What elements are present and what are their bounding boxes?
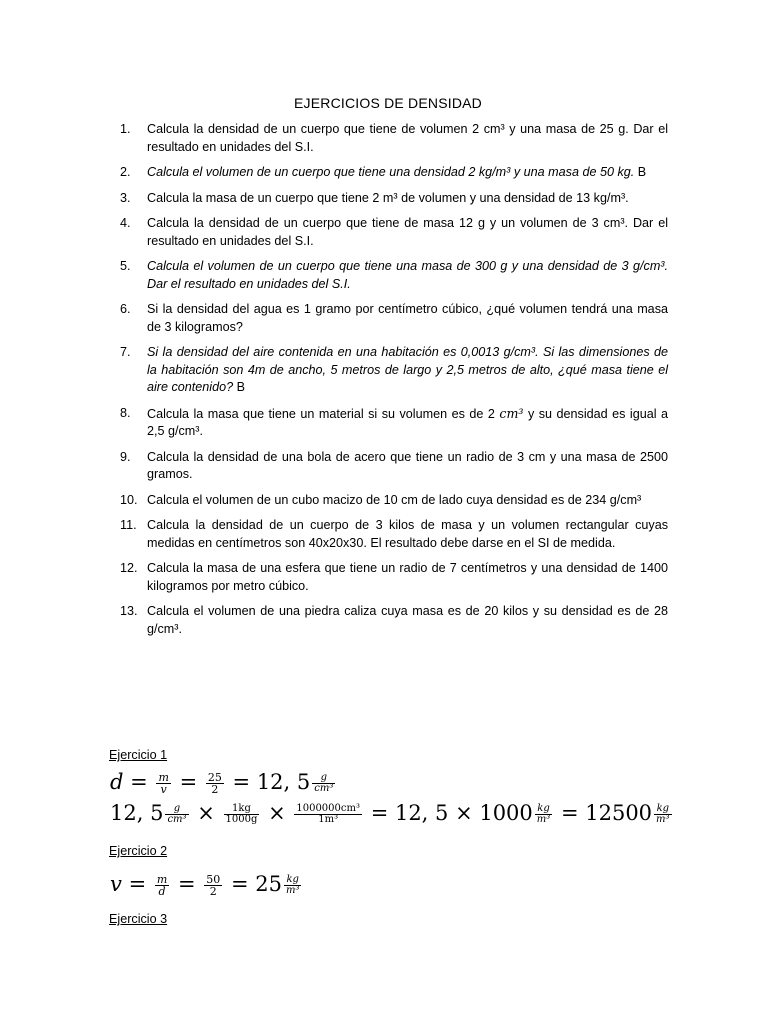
fraction-denominator: m³ — [656, 814, 670, 825]
exercise-text: Calcula la masa que tiene un material si su volumen es de 2 — [147, 406, 495, 421]
exercise-text: Calcula la masa de un cuerpo que tiene 2 m³ de volumen y una densidad de 13 kg/m³. — [147, 190, 629, 205]
fraction-denominator: d — [155, 885, 169, 897]
exercise-text: Calcula la densidad de un cuerpo que tiene de volumen 2 cm³ y una masa de 25 g. Dar el resultado en unidades del S.I. — [147, 122, 668, 154]
math-fraction — [156, 772, 170, 795]
math-unit — [165, 804, 188, 825]
fraction-denominator: v — [156, 783, 170, 795]
fraction-denominator: m³ — [285, 885, 300, 896]
exercise-number: 6. — [120, 302, 131, 316]
exercise-item — [120, 190, 668, 208]
math-fraction — [155, 874, 169, 897]
math-operator: × — [197, 801, 215, 825]
fraction-denominator: 2 — [204, 885, 222, 897]
exercise-list — [120, 121, 668, 646]
exercise-text: Calcula la densidad de un cuerpo que tiene de masa 12 g y un volumen de 3 cm³. Dar el resultado en unidades del S.I. — [147, 216, 668, 248]
fraction-denominator: 1000g — [225, 814, 258, 825]
exercise-item — [120, 603, 668, 638]
math-value: = 12, 5 — [232, 770, 311, 794]
fraction-numerator: kg — [656, 803, 670, 814]
exercise-item — [120, 258, 668, 293]
exercise-text-continued: y su densidad es igual a 2,5 g/cm³. — [147, 406, 669, 438]
exercise-number: 1. — [120, 122, 131, 136]
exercise-item — [120, 560, 668, 595]
equation-ex2 — [110, 872, 303, 897]
exercise-item — [120, 405, 668, 441]
math-fraction — [206, 772, 224, 795]
exercise-text: Calcula el volumen de un cuerpo que tiene una densidad 2 kg/m³ y una masa de 50 kg. — [147, 165, 635, 179]
fraction-denominator: 1m³ — [294, 814, 362, 825]
exercise-text: Calcula la densidad de un cuerpo de 3 kilos de masa y un volumen rectangular cuyas medidas en centímetros son 40x20x30. El resultado debe darse en el SI de medida. — [147, 518, 668, 550]
exercise-text: Calcula la densidad de una bola de acero que tiene un radio de 3 cm y una masa de 2500 gramos. — [147, 449, 668, 481]
fraction-denominator: m³ — [536, 814, 551, 825]
exercise-item — [120, 449, 668, 484]
exercise-item — [120, 121, 668, 156]
math-value: 12, 5 — [110, 801, 164, 825]
exercise-number: 13. — [120, 604, 138, 618]
math-operator: = — [177, 872, 196, 896]
exercise-item — [120, 301, 668, 336]
exercise-number: 9. — [120, 449, 131, 464]
fraction-numerator: 1000000cm³ — [296, 803, 360, 814]
exercise-number: 5. — [120, 259, 131, 273]
math-symbol: v — [110, 872, 122, 896]
equation-ex1-line2 — [110, 801, 674, 825]
exercise-tag: B — [236, 380, 246, 394]
math-value: = 12, 5 × 1000 — [370, 801, 533, 825]
math-fraction — [224, 804, 260, 825]
math-operator: = — [179, 770, 198, 794]
fraction-numerator: kg — [286, 874, 299, 885]
fraction-denominator: 2 — [206, 783, 224, 795]
inline-math: cm³ — [499, 405, 524, 421]
fraction-numerator: m — [158, 771, 169, 784]
math-operator: = — [130, 770, 148, 794]
exercise-text: Si la densidad del agua es 1 gramo por centímetro cúbico, ¿qué volumen tendrá una masa de 3 kilogramos? — [147, 302, 668, 334]
exercise-number: 3. — [120, 190, 131, 205]
equation-ex1-line1 — [110, 770, 337, 795]
solution-heading-2: Ejercicio 2 — [109, 844, 168, 858]
exercise-number: 11. — [120, 518, 137, 532]
math-value: = 12500 — [560, 801, 653, 825]
exercise-item — [120, 215, 668, 250]
exercise-number: 10. — [120, 492, 138, 507]
math-unit — [312, 773, 335, 794]
math-operator: = — [128, 872, 147, 896]
exercise-tag: B — [637, 165, 647, 179]
exercise-number: 7. — [120, 345, 131, 359]
exercise-item — [120, 164, 668, 182]
math-unit — [535, 804, 553, 825]
math-operator: × — [268, 801, 286, 825]
fraction-numerator: g — [320, 772, 328, 783]
math-unit — [654, 804, 672, 825]
fraction-numerator: 25 — [207, 771, 222, 784]
fraction-numerator: m — [156, 873, 168, 886]
fraction-numerator: kg — [537, 803, 550, 814]
exercise-text: Calcula el volumen de un cubo macizo de 10 cm de lado cuya densidad es de 234 g/cm³ — [147, 492, 642, 507]
math-fraction — [294, 804, 362, 825]
math-fraction — [204, 874, 222, 897]
exercise-number: 12. — [120, 561, 138, 575]
exercise-item — [120, 492, 668, 510]
solution-heading-3: Ejercicio 3 — [109, 912, 168, 926]
fraction-numerator: 50 — [206, 873, 221, 886]
fraction-denominator: cm³ — [167, 814, 187, 825]
exercise-text: Calcula el volumen de un cuerpo que tiene una masa de 300 g y una densidad de 3 g/cm³. Dar el resultado en unidades del S.I. — [147, 259, 668, 291]
exercise-item — [120, 517, 668, 552]
fraction-numerator: g — [173, 803, 181, 814]
exercise-text: Calcula la masa de una esfera que tiene un radio de 7 centímetros y una densidad de 1400 kilogramos por metro cúbico. — [147, 561, 668, 593]
exercise-number: 4. — [120, 216, 131, 230]
exercise-number: 8. — [120, 405, 131, 420]
fraction-numerator: 1kg — [232, 803, 251, 814]
page-title: EJERCICIOS DE DENSIDAD — [294, 95, 482, 111]
math-unit — [284, 875, 302, 896]
fraction-denominator: cm³ — [314, 783, 334, 794]
math-value: = 25 — [230, 872, 282, 896]
exercise-number: 2. — [120, 165, 131, 179]
math-symbol: d — [110, 770, 124, 794]
exercise-text: Calcula el volumen de una piedra caliza cuya masa es de 20 kilos y su densidad es de 28 g/cm³. — [147, 604, 668, 636]
solution-heading-1: Ejercicio 1 — [109, 748, 168, 762]
exercise-text: Si la densidad del aire contenida en una habitación es 0,0013 g/cm³. Si las dimensiones de la habitación son 4m de ancho, 5 metros de largo y 2,5 metros de alto, ¿qué masa tiene el aire contenido? — [147, 345, 668, 394]
exercise-item — [120, 344, 668, 397]
